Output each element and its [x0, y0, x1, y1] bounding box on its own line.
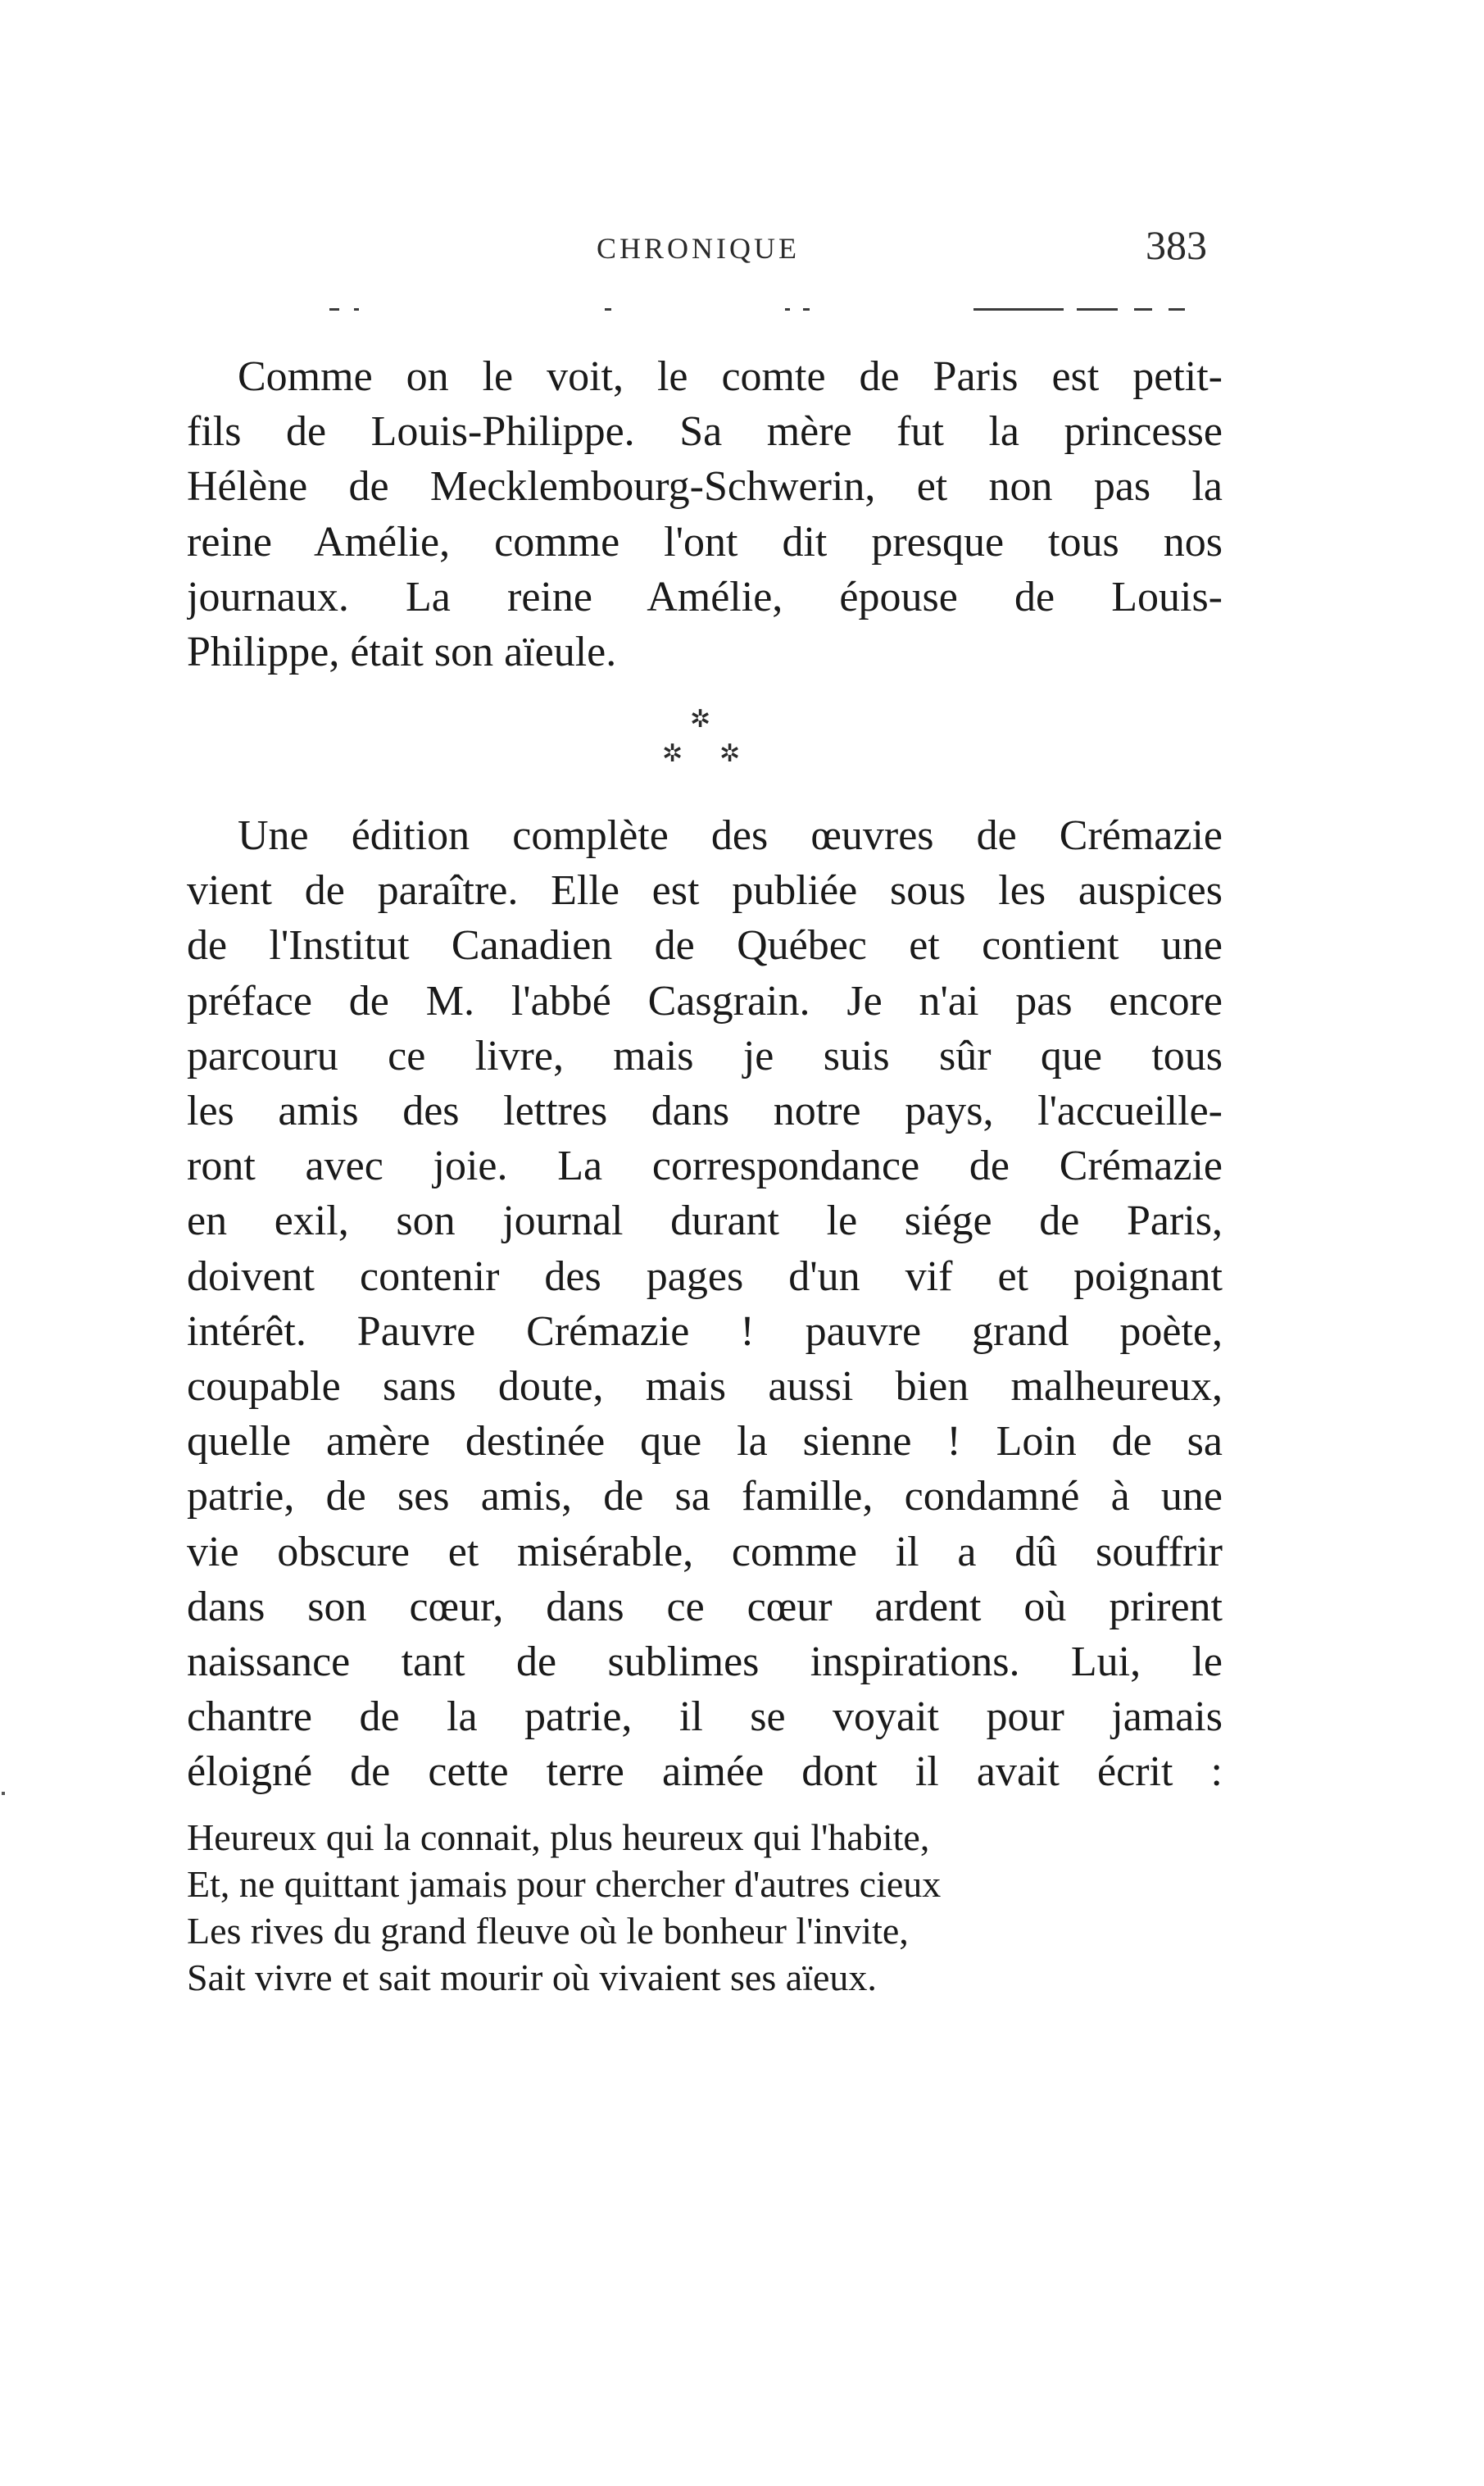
rule-dash [605, 308, 611, 311]
text-line: patrie, de ses amis, de sa famille, condamné à une [187, 1473, 1223, 1520]
paragraph-2 [187, 808, 1223, 1800]
text-line: Comme on le voit, le comte de Paris est petit- [238, 353, 1223, 400]
verse-line: Les rives du grand fleuve où le bonheur l'invite, [187, 1910, 909, 1952]
text-line: ront avec joie. La correspondance de Crémazie [187, 1143, 1223, 1190]
verse-quote [187, 1814, 1223, 2001]
rule-dash [973, 308, 1064, 311]
text-line: reine Amélie, comme l'ont dit presque tous nos [187, 518, 1223, 566]
text-line: Une édition complète des œuvres de Crémazie [238, 812, 1223, 859]
section-separator [656, 705, 746, 779]
rule-dash [1077, 308, 1118, 311]
verse-line: Sait vivre et sait mourir où vivaient ses aïeux. [187, 1957, 877, 1998]
text-line: éloigné de cette terre aimée dont il avait écrit : [187, 1748, 1223, 1796]
asterism-star: ✲ [719, 740, 741, 767]
rule-dash [803, 308, 810, 311]
text-line: parcouru ce livre, mais je suis sûr que tous [187, 1032, 1223, 1079]
running-head-title: CHRONIQUE [597, 232, 800, 265]
rule-dash [354, 308, 359, 311]
text-line: dans son cœur, dans ce cœur ardent où prirent [187, 1583, 1223, 1630]
text-line: journaux. La reine Amélie, épouse de Louis- [187, 573, 1223, 620]
running-head [0, 221, 1484, 279]
page-number: 383 [1146, 222, 1207, 268]
text-line: de l'Institut Canadien de Québec et contient une [187, 922, 1223, 970]
rule-dash [1169, 308, 1185, 311]
text-line: quelle amère destinée que la sienne ! Loin de sa [187, 1418, 1223, 1466]
text-line: vient de paraître. Elle est publiée sous les auspices [187, 867, 1223, 915]
verse-line: Et, ne quittant jamais pour chercher d'autres cieux [187, 1863, 942, 1905]
text-line: en exil, son journal durant le siége de Paris, [187, 1198, 1223, 1245]
text-line: naissance tant de sublimes inspirations. Lui, le [187, 1638, 1223, 1686]
rule-dash [329, 308, 339, 311]
margin-mark [2, 1792, 5, 1795]
text-line: doivent contenir des pages d'un vif et poignant [187, 1252, 1223, 1300]
text-line: intérêt. Pauvre Crémazie ! pauvre grand poète, [187, 1307, 1223, 1355]
rule-dash [785, 308, 790, 311]
verse-line: Heureux qui la connait, plus heureux qui l'habite, [187, 1816, 930, 1858]
text-line: préface de M. l'abbé Casgrain. Je n'ai pas encore [187, 977, 1223, 1025]
text-line: vie obscure et misérable, comme il a dû souffrir [187, 1528, 1223, 1575]
rule-dash [1134, 308, 1152, 311]
asterism-star: ✲ [690, 706, 711, 733]
text-line: Hélène de Mecklembourg-Schwerin, et non pas la [187, 463, 1223, 511]
text-line: fils de Louis-Philippe. Sa mère fut la princesse [187, 408, 1223, 456]
text-line: coupable sans doute, mais aussi bien malheureux, [187, 1363, 1223, 1411]
text-line: chantre de la patrie, il se voyait pour jamais [187, 1693, 1223, 1741]
text-line: Philippe, était son aïeule. [187, 629, 617, 676]
text-line: les amis des lettres dans notre pays, l'accueille- [187, 1088, 1223, 1135]
asterism-star: ✲ [662, 740, 683, 767]
paragraph-1 [187, 349, 1223, 679]
